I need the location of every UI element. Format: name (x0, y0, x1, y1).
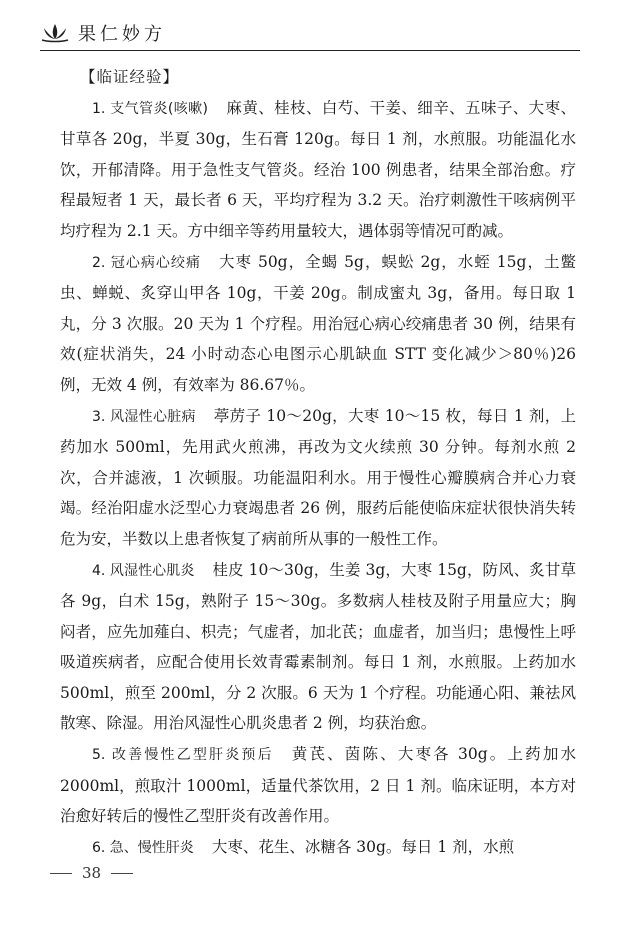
entry-name: 4. 风湿性心肌炎 (92, 562, 195, 579)
entry-text: 麻黄、桂枝、白芍、干姜、细辛、五味子、大枣、甘草各 20g，半夏 30g，生石膏 120g。每日 1 剂，水煎服。功能温化水饮，开郁清降。用于急性支气管炎。经治 100 例患者，结果全部治愈。疗程最短者 1 天，最长者 6 天，平均疗程为 3.2 天。治疗刺激性干咳病例平均疗程为 2.1 天。方中细辛等药用量较大，遇体弱等情况可酌减。 (60, 98, 576, 240)
entry-bronchitis (60, 93, 576, 247)
page-header (40, 16, 580, 50)
page-number: 38 (82, 864, 102, 882)
entry-angina (60, 247, 576, 401)
entry-text: 大枣 50g，全蝎 5g，蜈蚣 2g，水蛭 15g，土鳖虫、蝉蜕、炙穿山甲各 10g，干姜 20g。制成蜜丸 3g，备用。每日取 1 丸，分 3 次服。20 天为 1 个疗程。用治冠心病心绞痛患者 30 例，结果有效(症状消失，24 小时动态心电图示心肌缺血 STT 变化减少＞80％)26 例，无效 4 例，有效率为 86.67％。 (60, 252, 576, 394)
entry-name: 1. 支气管炎(咳嗽) (92, 100, 208, 117)
entry-text: 桂皮 10～30g，生姜 3g，大枣 15g，防风、炙甘草各 9g，白术 15g，熟附子 15～30g。多数病人桂枝及附子用量应大；胸闷者，应先加薤白、枳壳；气虚者，加北芪；血虚者，加当归；患慢性上呼吸道疾病者，应配合使用长效青霉素制剂。每日 1 剂，水煎服。上药加水 500ml，煎至 200ml，分 2 次服。6 天为 1 个疗程。功能通心阳、兼祛风散寒、除湿。用治风湿性心肌炎患者 2 例，均获治愈。 (60, 560, 576, 733)
footer-dash-right (111, 873, 133, 874)
page-body (60, 62, 576, 863)
entry-name: 6. 急、慢性肝炎 (92, 839, 194, 856)
entry-name: 3. 风湿性心脏病 (92, 408, 196, 425)
entry-text: 大枣、花生、冰糖各 30g。每日 1 剂，水煎 (211, 837, 515, 856)
book-title: 果仁妙方 (78, 24, 166, 45)
entry-text: 葶苈子 10～20g，大枣 10～15 枚，每日 1 剂，上药加水 500ml，先用武火煎沸，再改为文火续煎 30 分钟。每剂水煎 2 次，合并滤液，1 次顿服。功能温阳利水。用于慢性心瓣膜病合并心力衰竭。经治阳虚水泛型心力衰竭患者 26 例，服药后能使临床症状很快消失转危为安，半数以上患者恢复了病前所从事的一般性工作。 (60, 406, 577, 548)
entry-rheumatic-heart (60, 401, 576, 555)
lotus-icon (40, 22, 70, 44)
entry-hepatitis-b (60, 739, 576, 832)
entry-hepatitis (60, 832, 576, 864)
page-footer (40, 860, 143, 886)
header-divider (40, 50, 580, 51)
entry-rheumatic-myocarditis (60, 555, 576, 740)
entry-name: 5. 改善慢性乙型肝炎预后 (92, 747, 274, 764)
section-title: 【临证经验】 (80, 68, 180, 86)
footer-dash-left (50, 873, 72, 874)
entry-text: 黄芪、茵陈、大枣各 30g。上药加水 2000ml，煎取汁 1000ml，适量代茶饮用，2 日 1 剂。临床证明，本方对治愈好转后的慢性乙型肝炎有改善作用。 (60, 745, 576, 826)
entry-name: 2. 冠心病心绞痛 (92, 254, 201, 271)
